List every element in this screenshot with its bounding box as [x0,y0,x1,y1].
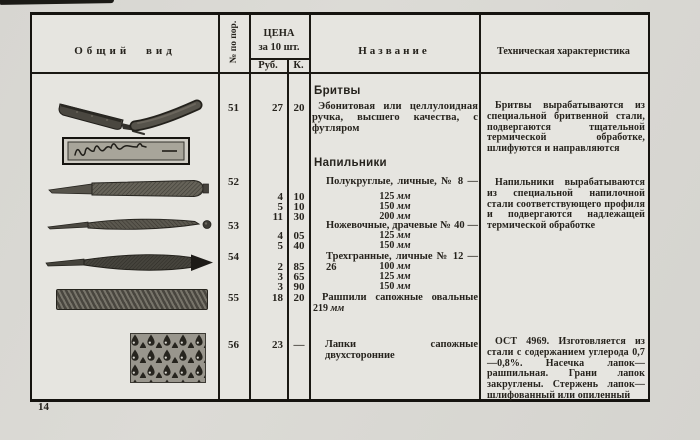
price-rubles: 3 [277,281,283,293]
shoe-lapka-surface-illustration [130,333,206,383]
price-kopecks: 10 [293,191,305,203]
size-unit: мм [396,230,411,241]
section-heading-razors: Бритвы [314,85,361,97]
size-length: 125 [379,271,395,282]
price-kopecks: 20 [293,292,305,304]
item-name: Эбонитовая или целлулоидная ручка, высшего качества, с футляром [312,101,478,134]
size-variant [312,281,478,292]
price-subtitle: за 10 шт. [258,42,300,53]
price-rubles: 4 [277,230,283,242]
column-header-tech: Техническая характеристика [497,46,630,57]
price-title: ЦЕНА [263,28,295,39]
size-variant [312,240,478,251]
size-length: 200 [379,211,395,222]
size-length: 150 [379,240,395,251]
size-unit: мм [396,271,411,282]
column-header-kopecks: К. [293,60,304,71]
size-length: 100 [379,261,395,272]
size-unit: мм [396,211,411,222]
price-kopecks: 65 [293,271,305,283]
price-rubles: 5 [277,240,283,252]
triangular-file-illustration [44,247,216,277]
price-kopecks: 85 [293,261,305,273]
page-number: 14 [38,401,49,413]
row-number: 54 [228,251,239,263]
price-rubles: 5 [277,201,283,213]
column-header-number: № по пор. [229,20,239,64]
column-header-name: Название [358,45,430,57]
size-length: 219 [313,303,328,314]
oval-rasp-illustration [56,289,208,310]
item-name: Рашпили сапожные овальные [322,292,478,303]
row-number: 52 [228,176,239,188]
half-round-file-illustration [46,177,211,201]
knife-file-illustration [46,213,216,237]
size-unit: мм [396,240,411,251]
size-unit: мм [396,201,411,212]
size-unit: мм [396,191,411,202]
column-header-price [249,27,309,55]
size-unit: мм [396,261,411,272]
size-length: 125 [379,230,395,241]
price-rubles: 23 [272,339,283,351]
price-rubles: 4 [277,191,283,203]
price-rubles: 18 [272,292,283,304]
section-heading-files: Напильники [314,157,387,169]
item-size-note [313,303,344,314]
price-kopecks: 40 [293,240,305,252]
row-number: 51 [228,102,239,114]
straight-razor-illustration [55,93,205,139]
item-tech: Напильники вырабатываются из специальной напилочной стали соответствующего профиля и подвергаются надлежащей термической обработке [487,177,645,232]
catalog-table [30,12,650,402]
price-rubles: 2 [277,261,283,273]
row-number: 53 [228,220,239,232]
price-kopecks: 30 [293,211,305,223]
price-kopecks: 05 [293,230,305,242]
item-name: Лапки сапожные двухсторонние [325,339,478,361]
row-number: 56 [228,339,239,351]
column-header-general-view: Общий вид [74,45,176,57]
price-rubles: 3 [277,271,283,283]
price-kopecks: 90 [293,281,305,293]
column-header-rubles: Руб. [258,60,278,71]
row-number: 55 [228,292,239,304]
razor-case-illustration [62,137,190,165]
price-rubles: 11 [272,211,283,223]
item-tech: Бритвы вырабатываются из специальной бритвенной стали, подвергаются тщательной термической обработке, шлифуются и направляются [487,100,645,155]
price-kopecks: 10 [293,201,305,213]
item-name: Трехгранные, личные № 12 — 26 [326,251,478,273]
price-kopecks: 20 [293,102,305,114]
item-name: Ножевочные, драчевые № 40 — [326,220,478,231]
size-unit: мм [330,303,345,314]
size-unit: мм [396,281,411,292]
price-rubles: 27 [272,102,283,114]
table-header-rule [32,72,648,74]
size-length: 125 [379,191,395,202]
scan-edge-artifact [0,0,114,5]
item-name: Полукруглые, личные, № 8 — [326,176,478,187]
price-kopecks: — [293,339,305,351]
size-length: 150 [379,201,395,212]
size-length: 150 [379,281,395,292]
item-tech: ОСТ 4969. Изготовляется из стали с содержанием углерода 0,7—0,8%. Насечка лапок—рашпильная. Грани лапок закруглены. Стержень лапок—шлифованный или опиленный [487,336,645,401]
